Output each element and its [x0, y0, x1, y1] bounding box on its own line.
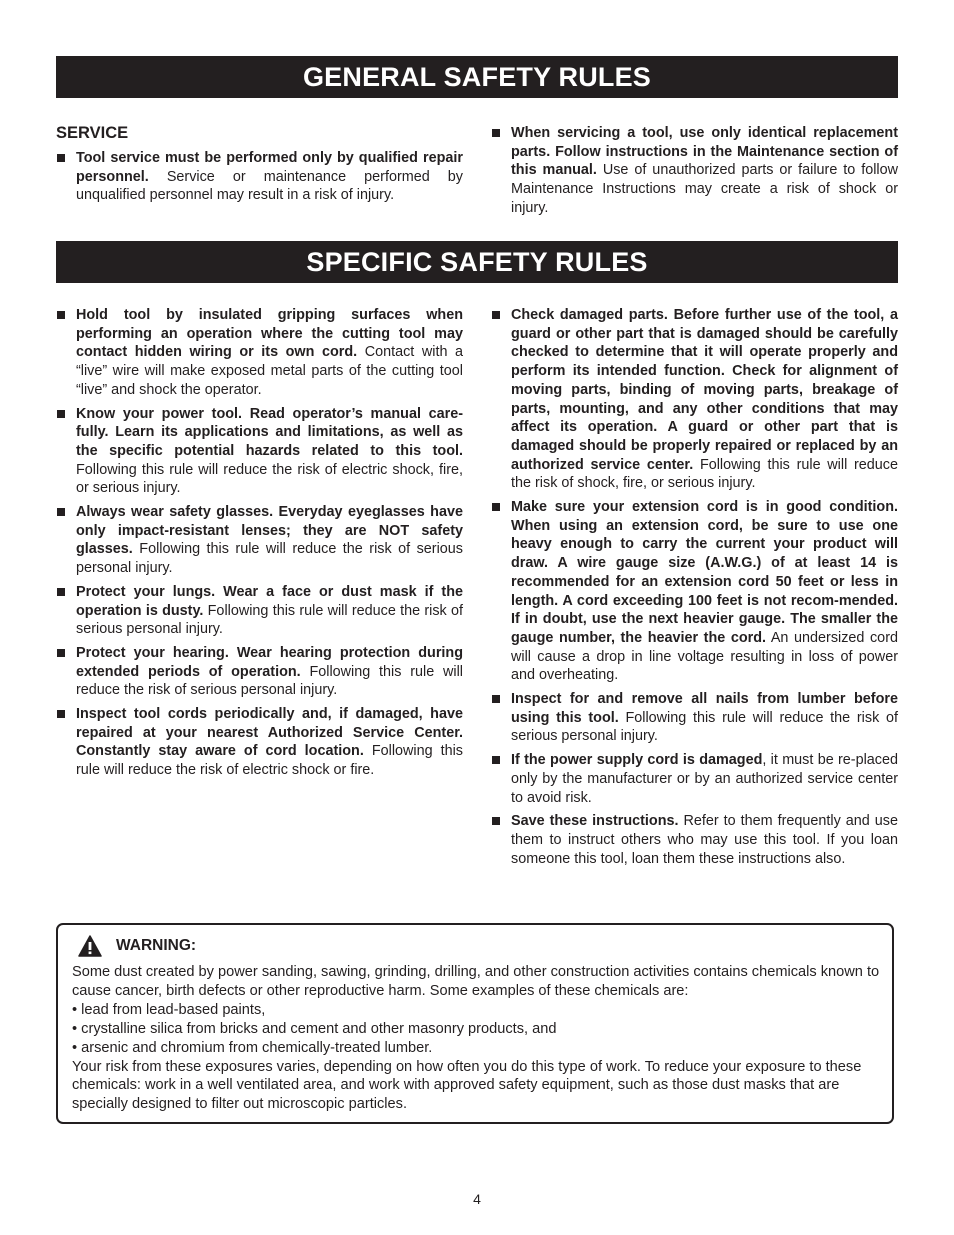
rule-bold-text: Inspect tool cords periodically and, if damaged, have repaired at your nearest Authorized Service Center. Constantly stay aware of cord location.	[76, 706, 463, 760]
specific-rule	[56, 705, 463, 780]
rule-text: Following this rule will reduce the risk of serious personal injury.	[76, 602, 463, 638]
warning-paragraph: Some dust created by power sanding, sawing, grinding, drilling, and other construction activities contains chemicals known to cause cancer, birth defects or other reproductive harm. Some examples of these chemicals are:	[72, 964, 880, 999]
specific-rule	[56, 644, 463, 700]
rule-text: Refer to them frequently and use them to instruct others who may use this tool. If you loan someone this tool, loan them these instructions also.	[511, 813, 898, 867]
rule-bold-text: Check damaged parts. Before further use of the tool, a guard or other part that is damaged should be carefully checked to determine that it will operate properly and perform its intended function. Check for alignment of moving parts, binding of moving parts, breakage of parts, mounting, and any other conditions that may affect its operation. A guard or other part that is damaged should be properly repaired or replaced by an authorized service center.	[511, 307, 898, 473]
warning-list-item: • crystalline silica from bricks and cement and other masonry products, and	[72, 1020, 557, 1037]
square-bullet-icon	[492, 695, 500, 703]
rule-bold-text: Protect your lungs. Wear a face or dust mask if the operation is dusty.	[76, 583, 463, 619]
warning-header	[78, 934, 880, 958]
rule-bold-text: Always wear safety glasses. Everyday eyeglasses have only impact-resistant lenses; they are NOT safety glasses.	[76, 504, 463, 558]
rule-bold-text: Save these instructions.	[511, 813, 679, 830]
specific-safety-rules-banner	[56, 241, 898, 283]
specific-rule	[56, 503, 463, 578]
rule-bold-text: Tool service must be performed only by qualified repair personnel.	[76, 150, 463, 185]
service-left-column	[56, 124, 463, 210]
page-number: 4	[473, 1191, 481, 1207]
square-bullet-icon	[57, 710, 65, 718]
square-bullet-icon	[492, 817, 500, 825]
rule-text: Following this rule will reduce the risk of electric shock or fire.	[76, 743, 463, 779]
square-bullet-icon	[492, 503, 500, 511]
service-right-column	[491, 124, 898, 223]
specific-rule	[491, 498, 898, 685]
square-bullet-icon	[57, 410, 65, 418]
rule-bold-text: Know your power tool. Read operator’s manual care-fully. Learn its applications and limitations, as well as the specific potential hazards related to this tool.	[76, 405, 463, 459]
rule-text: , it must be re-placed only by the manufacturer or by an authorized service center to avoid risk.	[511, 752, 899, 806]
rule-bold-text: When servicing a tool, use only identical replacement parts. Follow instructions in the Maintenance section of this manual.	[511, 125, 898, 179]
specific-safety-rules-title: SPECIFIC SAFETY RULES	[306, 246, 648, 277]
rule-bold-text: Protect your hearing. Wear hearing protection during extended periods of operation.	[76, 644, 463, 680]
rule-text: Following this rule will reduce the risk of electric shock, fire, or serious injury.	[76, 461, 463, 497]
rule-bold-text: If the power supply cord is damaged	[511, 752, 763, 769]
square-bullet-icon	[57, 154, 65, 162]
service-heading: SERVICE	[56, 124, 129, 142]
specific-rule	[56, 583, 463, 639]
rule-text: Following this rule will reduce the risk of shock, fire, or serious injury.	[511, 456, 898, 492]
specific-right-column	[491, 306, 898, 873]
specific-rule	[491, 751, 898, 807]
warning-list-item: • lead from lead-based paints,	[72, 1001, 266, 1018]
rule-text: Following this rule will reduce the risk of serious personal injury.	[76, 663, 463, 699]
specific-rule	[491, 812, 898, 868]
service-rule	[491, 124, 898, 218]
specific-rule	[491, 690, 898, 746]
warning-list-item: • arsenic and chromium from chemically-treated lumber.	[72, 1039, 433, 1056]
square-bullet-icon	[57, 508, 65, 516]
specific-rule	[56, 405, 463, 499]
square-bullet-icon	[57, 311, 65, 319]
rule-text: Service or maintenance performed by unqualified personnel may result in a risk of injury.	[76, 168, 463, 204]
rule-bold-text: Hold tool by insulated gripping surfaces when performing an operation where the cutting tool may contact hidden wiring or its own cord.	[76, 307, 463, 361]
square-bullet-icon	[57, 588, 65, 596]
square-bullet-icon	[492, 129, 500, 137]
specific-rule	[491, 306, 898, 493]
square-bullet-icon	[57, 649, 65, 657]
general-safety-rules-banner	[56, 56, 898, 98]
rule-text: Contact with a “live” wire will make exposed metal parts of the cutting tool “live” and shock the operator.	[76, 344, 463, 398]
square-bullet-icon	[492, 311, 500, 319]
rule-bold-text: Make sure your extension cord is in good condition. When using an extension cord, be sure to use one heavy enough to carry the current your product will draw. A wire gauge size (A.W.G.) of at least 14 is recommended for an extension cord 50 feet or less in length. A cord exceeding 100 feet is not recom-mended. If in doubt, use the next heavier gauge. The smaller the gauge number, the heavier the cord.	[511, 499, 898, 646]
warning-triangle-icon	[78, 935, 102, 957]
specific-left-column	[56, 306, 463, 785]
rule-bold-text: Inspect for and remove all nails from lumber before using this tool.	[511, 691, 898, 726]
rule-text: An undersized cord will cause a drop in line voltage resulting in loss of power and overheating.	[511, 629, 898, 684]
warning-box	[56, 923, 894, 1124]
general-safety-rules-title: GENERAL SAFETY RULES	[302, 61, 652, 92]
square-bullet-icon	[492, 756, 500, 764]
warning-title: WARNING:	[116, 936, 197, 954]
rule-text: Following this rule will reduce the risk of serious personal injury.	[511, 709, 898, 745]
specific-rule	[56, 306, 463, 400]
rule-text: Use of unauthorized parts or failure to follow Maintenance Instructions may create a risk of shock or injury.	[511, 162, 898, 216]
warning-paragraph: Your risk from these exposures varies, depending on how often you do this type of work. To reduce your exposure to these chemicals: work in a well ventilated area, and work with approved safety equipment, such as those dust masks that are specially designed to filter out microscopic particles.	[72, 1058, 862, 1113]
rule-text: Following this rule will reduce the risk of serious personal injury.	[76, 541, 463, 577]
service-rule	[56, 149, 463, 205]
